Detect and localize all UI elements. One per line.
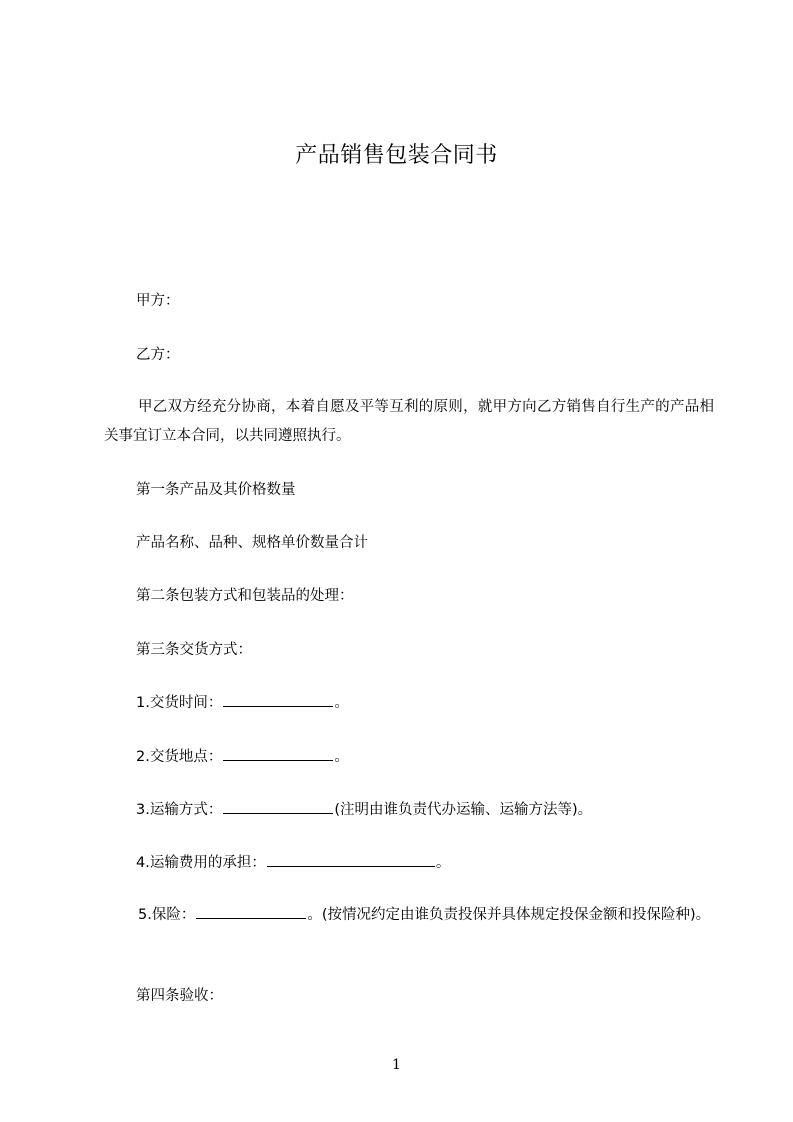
item-2-label: 2.交货地点： — [136, 749, 223, 765]
item-5-end: 。(按情况约定由谁负责投保并具体规定投保金额和投保险种)。 — [307, 907, 711, 923]
item-1-blank — [223, 692, 333, 707]
item-4-blank — [267, 852, 435, 867]
party-a-label: 甲方： — [136, 293, 180, 309]
item-1-line — [136, 692, 349, 713]
article-4-title: 第四条验收： — [136, 988, 223, 1004]
item-3-end: (注明由谁负责代办运输、运输方法等)。 — [334, 802, 593, 818]
item-5-paragraph — [104, 901, 714, 930]
party-b-label: 乙方： — [136, 347, 180, 363]
item-4-label: 4.运输费用的承担： — [136, 855, 266, 871]
item-2-blank — [223, 746, 333, 761]
item-1-end: 。 — [334, 695, 349, 711]
item-3-line — [136, 799, 592, 820]
page-number: 1 — [392, 1057, 401, 1073]
item-5-label: 5.保险： — [138, 907, 196, 923]
article-1-fields: 产品名称、品种、规格单价数量合计 — [136, 535, 368, 551]
item-3-blank — [223, 799, 333, 814]
item-1-label: 1.交货时间： — [136, 695, 223, 711]
item-2-end: 。 — [334, 749, 349, 765]
item-2-line — [136, 746, 349, 767]
item-4-end: 。 — [435, 855, 451, 871]
item-3-label: 3.运输方式： — [136, 802, 223, 818]
item-4-line — [136, 852, 450, 873]
intro-paragraph: 甲乙双方经充分协商，本着自愿及平等互利的原则，就甲方向乙方销售自行生产的产品相关事宜订立本合同，以共同遵照执行。 — [104, 399, 714, 444]
article-3-title: 第三条交货方式： — [136, 642, 252, 658]
document-title: 产品销售包装合同书 — [295, 143, 498, 168]
article-2-title: 第二条包装方式和包装品的处理： — [136, 588, 354, 604]
article-1-title: 第一条产品及其价格数量 — [136, 482, 296, 498]
item-5-blank — [196, 904, 306, 919]
